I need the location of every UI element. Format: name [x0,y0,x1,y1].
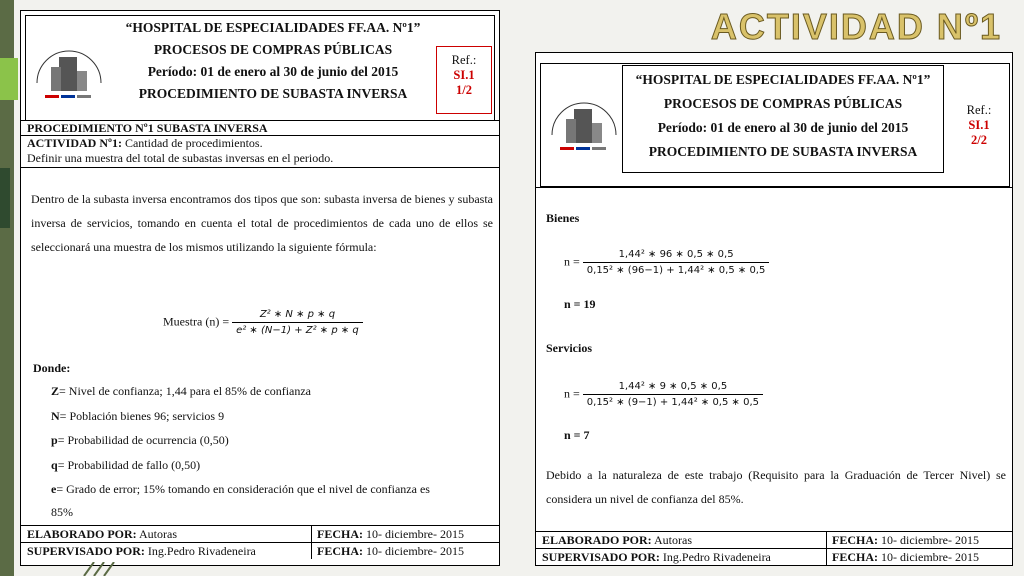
servicios-formula: n = $\frac{\text{1,44² ∗ 9 ∗ 0,5 ∗ 0,5}}{\text{0,15² ∗ (9−1) + 1,44² ∗ 0,5 ∗ 0,5}}$ [564,381,763,408]
activity-text: Cantidad de procedimientos. [121,136,263,150]
header-hospital: “HOSPITAL DE ESPECIALIDADES FF.AA. Nº1” [635,72,931,87]
hospital-logo-icon [29,31,109,111]
fecha-cell-2: FECHA: 10- diciembre- 2015 [826,548,1012,565]
header-period: Período: 01 de enero al 30 de junio del 2015 [147,64,399,79]
ref-code: SI.1 [453,68,475,82]
bienes-formula: n = $\frac{\text{1,44² ∗ 96 ∗ 0,5 ∗ 0,5}}{\text{0,15² ∗ (96−1) + 1,44² ∗ 0,5 ∗ 0,5}}$ [564,249,769,276]
intro-paragraph: Dentro de la subasta inversa encontramos dos tipos que son: subasta inversa de bienes y subasta inversa de servicios, tomando en cuenta el total de procedimientos de cada uno de ellos se seleccionará una muestra de los mismos utilizando la siguiente fórmula: [31,192,493,254]
activity-row [21,135,499,167]
bienes-label: Bienes [546,211,580,225]
section-title: PROCEDIMIENTO Nº1 SUBASTA INVERSA [21,120,499,135]
bienes-result: n = 19 [564,297,596,311]
fecha-cell-1: FECHA: 10- diciembre- 2015 [311,525,499,542]
bienes-numerator: 1,44² ∗ 96 ∗ 0,5 ∗ 0,5 [583,249,770,263]
reference-box [436,46,492,114]
fecha-cell-2: FECHA: 10- diciembre- 2015 [311,542,499,559]
ref-page: 2/2 [971,133,987,147]
header-period: Período: 01 de enero al 30 de junio del 2015 [657,120,909,135]
conclusion-paragraph: Debido a la naturaleza de este trabajo (Requisito para la Graduación de Tercer Nivel) se considera un nivel de confianza del 85%. [546,468,1006,506]
def-e-cont: 85% [51,505,73,519]
activity-label: ACTIVIDAD Nº1: [27,136,122,150]
divider-2 [536,187,1012,188]
reference-box-2 [956,97,1002,151]
header-text-box-2 [622,65,944,173]
servicios-denominator: 0,15² ∗ (9−1) + 1,44² ∗ 0,5 ∗ 0,5 [586,397,759,408]
formula-denominator: e² ∗ (N−1) + Z² ∗ p ∗ q [236,325,359,336]
document-page-1 [20,10,500,566]
elaborado-cell: ELABORADO POR: Autoras [536,531,826,548]
fecha-cell-1: FECHA: 10- diciembre- 2015 [826,531,1012,548]
sample-formula [163,309,363,336]
divider [21,167,499,168]
header-hospital: “HOSPITAL DE ESPECIALIDADES FF.AA. Nº1” [125,20,421,35]
donde-label: Donde: [33,361,71,375]
def-e: e= Grado de error; 15% tomando en consideración que el nivel de confianza es [51,482,430,496]
elaborado-cell: ELABORADO POR: Autoras [21,525,311,542]
def-n: N= Población bienes 96; servicios 9 [51,409,225,423]
ref-label: Ref.: [966,103,992,117]
bienes-denominator: 0,15² ∗ (96−1) + 1,44² ∗ 0,5 ∗ 0,5 [586,265,766,276]
ref-code: SI.1 [968,118,990,132]
header-procedure: PROCEDIMIENTO DE SUBASTA INVERSA [648,144,918,159]
servicios-result: n = 7 [564,428,590,442]
hospital-logo-icon [544,83,624,163]
slide-title: ACTIVIDAD Nº1 [710,6,1002,47]
header-procedure: PROCEDIMIENTO DE SUBASTA INVERSA [138,86,408,101]
supervisado-cell: SUPERVISADO POR: Ing.Pedro Rivadeneira [536,548,826,565]
header-process: PROCESOS DE COMPRAS PÚBLICAS [663,96,903,111]
supervisado-cell: SUPERVISADO POR: Ing.Pedro Rivadeneira [21,542,311,559]
slide-left-accent [0,58,18,100]
slide-left-accent-dark [0,168,10,228]
formula-label: Muestra (n) = [163,314,230,329]
document-page-2 [535,52,1013,566]
def-z: Z= Nivel de confianza; 1,44 para el 85% de confianza [51,384,312,398]
formula-numerator: Z² ∗ N ∗ p ∗ q [232,309,363,323]
header-process: PROCESOS DE COMPRAS PÚBLICAS [153,42,393,57]
servicios-label: Servicios [546,341,592,355]
def-p: p= Probabilidad de ocurrencia (0,50) [51,433,229,447]
decorative-stripes-icon [80,562,140,576]
activity-detail: Definir una muestra del total de subastas inversas en el periodo. [27,151,334,165]
header-text-area [113,17,433,119]
ref-page: 1/2 [456,83,472,97]
def-q: q= Probabilidad de fallo (0,50) [51,458,201,472]
servicios-numerator: 1,44² ∗ 9 ∗ 0,5 ∗ 0,5 [583,381,763,395]
ref-label: Ref.: [451,53,477,67]
